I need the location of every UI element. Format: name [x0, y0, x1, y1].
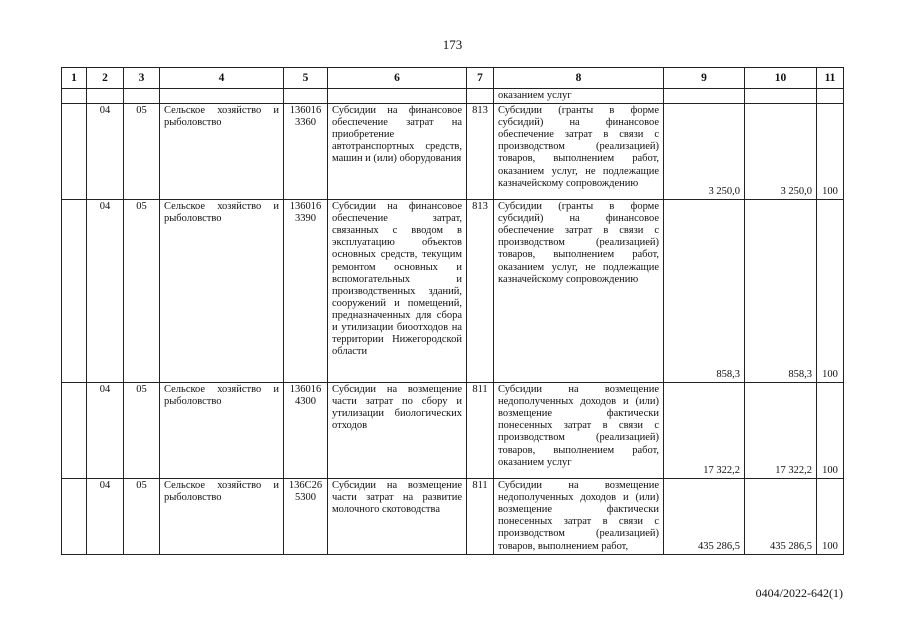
table-row [62, 383, 844, 479]
executed-amount: 3 250,0 [745, 104, 817, 200]
execution-percent: 100 [817, 479, 844, 555]
expense-type-code: 813 [467, 200, 494, 383]
col-header-11: 11 [817, 68, 844, 89]
section-name: Сельское хозяйство и рыболовство [160, 104, 284, 200]
execution-percent: 100 [817, 104, 844, 200]
planned-amount: 435 286,5 [664, 479, 745, 555]
section-name: Сельское хозяйство и рыболовство [160, 479, 284, 555]
target-article-name: Субсидии на финансовое обеспечение затрат, связанных с вводом в эксплуатацию объектов основных средств, текущим ремонтом основных и вспомогательных и производственных зданий, сооружений и помещений, предназначенных для сбора и утилизации биоотходов на территории Нижегородской области [328, 200, 467, 383]
expense-type-name: Субсидии на возмещение недополученных доходов и (или) возмещение фактически понесенных затрат в связи с производством (реализацией) товаров, выполнением работ, оказанием услуг [494, 383, 664, 479]
subsection-code: 05 [124, 383, 160, 479]
col-header-9: 9 [664, 68, 745, 89]
target-article-name: Субсидии на возмещение части затрат на развитие молочного скотоводства [328, 479, 467, 555]
expense-type-name: Субсидии на возмещение недополученных доходов и (или) возмещение фактически понесенных затрат в связи с производством (реализацией) товаров, выполнением работ, [494, 479, 664, 555]
executed-amount: 435 286,5 [745, 479, 817, 555]
execution-percent: 100 [817, 200, 844, 383]
planned-amount: 17 322,2 [664, 383, 745, 479]
header-row [62, 68, 844, 89]
expense-type-code: 811 [467, 383, 494, 479]
planned-amount: 3 250,0 [664, 104, 745, 200]
subsection-code: 05 [124, 104, 160, 200]
document-code: 0404/2022-642(1) [755, 586, 843, 600]
planned-amount: 858,3 [664, 200, 745, 383]
target-article-code: 136016 3390 [284, 200, 328, 383]
table-row [62, 479, 844, 555]
section-code: 04 [87, 200, 124, 383]
table-row [62, 200, 844, 383]
section-name: Сельское хозяйство и рыболовство [160, 383, 284, 479]
table-row [62, 104, 844, 200]
col-header-4: 4 [160, 68, 284, 89]
target-article-name: Субсидии на финансовое обеспечение затрат на приобретение автотранспортных средств, машин и (или) оборудования [328, 104, 467, 200]
col-header-5: 5 [284, 68, 328, 89]
col-header-3: 3 [124, 68, 160, 89]
col-header-10: 10 [745, 68, 817, 89]
col-header-8: 8 [494, 68, 664, 89]
col-header-1: 1 [62, 68, 87, 89]
section-code: 04 [87, 383, 124, 479]
expense-type-name: Субсидии (гранты в форме субсидий) на финансовое обеспечение затрат в связи с производством (реализацией) товаров, выполнением работ, оказанием услуг, не подлежащие казначейскому сопровождению [494, 104, 664, 200]
target-article-code: 136C26 5300 [284, 479, 328, 555]
col-header-7: 7 [467, 68, 494, 89]
executed-amount: 17 322,2 [745, 383, 817, 479]
budget-table [61, 67, 844, 555]
continuation-row [62, 89, 844, 104]
col-header-6: 6 [328, 68, 467, 89]
section-name: Сельское хозяйство и рыболовство [160, 200, 284, 383]
target-article-code: 136016 3360 [284, 104, 328, 200]
continuation-text: оказанием услуг [494, 89, 664, 104]
executed-amount: 858,3 [745, 200, 817, 383]
section-code: 04 [87, 104, 124, 200]
expense-type-name: Субсидии (гранты в форме субсидий) на финансовое обеспечение затрат в связи с производством (реализацией) товаров, выполнением работ, оказанием услуг, не подлежащие казначейскому сопровождению [494, 200, 664, 383]
page-number: 173 [442, 37, 463, 52]
section-code: 04 [87, 479, 124, 555]
execution-percent: 100 [817, 383, 844, 479]
subsection-code: 05 [124, 479, 160, 555]
expense-type-code: 811 [467, 479, 494, 555]
col-header-2: 2 [87, 68, 124, 89]
target-article-name: Субсидии на возмещение части затрат по сбору и утилизации биологических отходов [328, 383, 467, 479]
expense-type-code: 813 [467, 104, 494, 200]
target-article-code: 136016 4300 [284, 383, 328, 479]
subsection-code: 05 [124, 200, 160, 383]
